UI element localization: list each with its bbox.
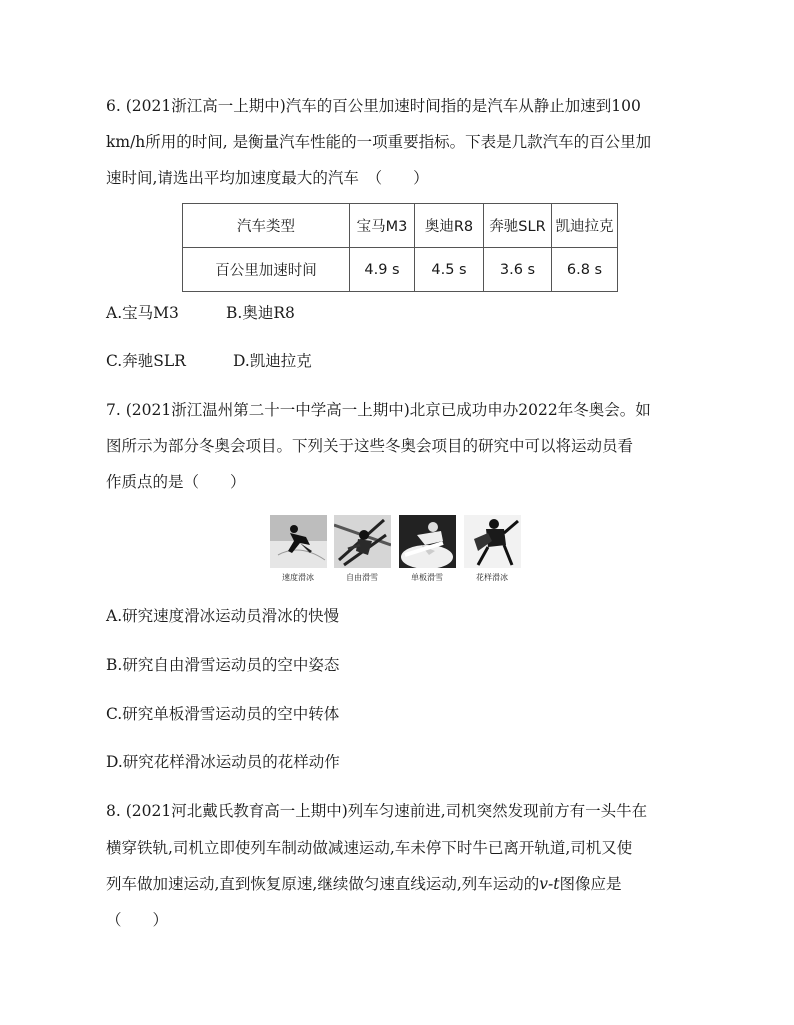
q8-line3-text: 列车做加速运动,直到恢复原速,继续做匀速直线运动,列车运动的 xyxy=(106,875,540,893)
table-row-header xyxy=(183,204,618,248)
table-cell: 凯迪拉克 xyxy=(552,204,618,248)
freestyle-skiing-image xyxy=(334,515,391,568)
q6-option-b: B.奥迪R8 xyxy=(226,304,295,322)
table-cell: 奔驰SLR xyxy=(484,204,552,248)
table-cell: 百公里加速时间 xyxy=(183,248,350,292)
q7-stem-line-1: 7. (2021浙江温州第二十一中学高一上期中)北京已成功申办2022年冬奥会。如 xyxy=(106,401,651,419)
q8-stem-line-2: 横穿铁轨,司机立即使列车制动做减速运动,车未停下时牛已离开轨道,司机又使 xyxy=(106,839,633,857)
winter-sports-figure xyxy=(270,515,520,585)
snowboarding-image xyxy=(399,515,456,568)
q8-stem-line-3 xyxy=(106,874,622,894)
figure-skating-image xyxy=(464,515,521,568)
caption-snowboarding: 单板滑雪 xyxy=(411,573,443,582)
q7-stem-line-3: 作质点的是（ ） xyxy=(106,473,246,491)
speed-skating-image xyxy=(270,515,327,568)
caption-freestyle-skiing: 自由滑雪 xyxy=(346,573,378,582)
q6-stem-line-1: 6. (2021浙江高一上期中)汽车的百公里加速时间指的是汽车从静止加速到100 xyxy=(106,97,641,115)
table-cell: 宝马M3 xyxy=(350,204,415,248)
q7-option-a: A.研究速度滑冰运动员滑冰的快慢 xyxy=(106,607,340,625)
q7-stem-line-2: 图所示为部分冬奥会项目。下列关于这些冬奥会项目的研究中可以将运动员看 xyxy=(106,437,634,455)
q8-answer-blank: （ ） xyxy=(106,911,169,929)
table-cell: 6.8 s xyxy=(552,248,618,292)
q7-option-d: D.研究花样滑冰运动员的花样动作 xyxy=(106,753,340,771)
q8-stem-line-1: 8. (2021河北戴氏教育高一上期中)列车匀速前进,司机突然发现前方有一头牛在 xyxy=(106,802,648,820)
q6-option-a: A.宝马M3 xyxy=(106,304,179,322)
caption-speed-skating: 速度滑冰 xyxy=(282,573,314,582)
q6-stem-line-3: 速时间,请选出平均加速度最大的汽车 （ ） xyxy=(106,169,429,187)
vt-variable: v-t xyxy=(539,875,560,893)
q6-stem-line-2: km/h所用的时间, 是衡量汽车性能的一项重要指标。下表是几款汽车的百公里加 xyxy=(106,133,652,151)
q7-option-b: B.研究自由滑雪运动员的空中姿态 xyxy=(106,656,340,674)
table-cell: 汽车类型 xyxy=(183,204,350,248)
table-cell: 4.5 s xyxy=(415,248,484,292)
q6-option-c: C.奔驰SLR xyxy=(106,352,186,370)
table-cell: 3.6 s xyxy=(484,248,552,292)
table-cell: 奥迪R8 xyxy=(415,204,484,248)
q8-line3-suffix: 图像应是 xyxy=(559,875,622,893)
q6-option-d: D.凯迪拉克 xyxy=(233,352,312,370)
q7-option-c: C.研究单板滑雪运动员的空中转体 xyxy=(106,705,340,723)
table-row-values xyxy=(183,248,618,292)
car-acceleration-table xyxy=(182,203,618,292)
caption-figure-skating: 花样滑冰 xyxy=(476,573,508,582)
table-cell: 4.9 s xyxy=(350,248,415,292)
